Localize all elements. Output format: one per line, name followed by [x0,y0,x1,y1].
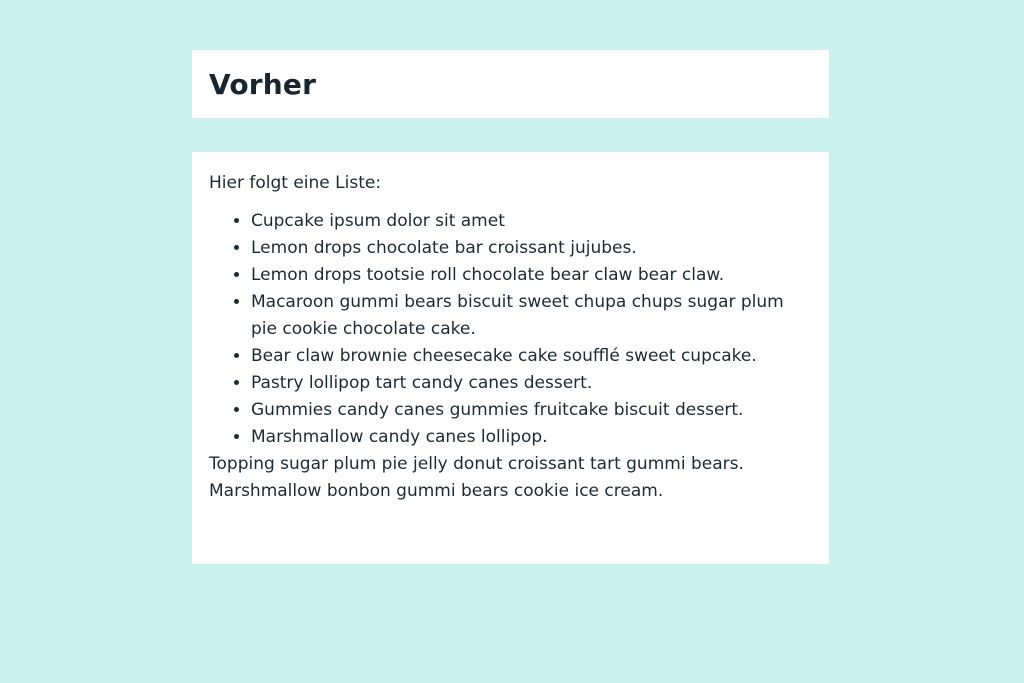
list-item: • Pastry lollipop tart candy canes dessert. [251,370,812,397]
page-title: Vorher [209,67,317,101]
list-item: • Gummies candy canes gummies fruitcake biscuit dessert. [251,397,812,424]
list-item: • Lemon drops chocolate bar croissant jujubes. [251,235,812,262]
list-item: • Bear claw brownie cheesecake cake soufflé sweet cupcake. [251,343,812,370]
list-item: • Lemon drops tootsie roll chocolate bear claw bear claw. [251,262,812,289]
list-item: • Cupcake ipsum dolor sit amet [251,208,812,235]
outro-text [209,451,812,505]
content-card [192,152,829,564]
outro-line: Topping sugar plum pie jelly donut croissant tart gummi bears. [209,454,744,474]
list-item: • Macaroon gummi bears biscuit sweet chupa chups sugar plum pie cookie chocolate cake. [251,289,812,343]
outro-line: Marshmallow bonbon gummi bears cookie ice cream. [209,481,664,501]
bullet-list [209,208,812,451]
intro-text: Hier folgt eine Liste: [209,173,382,193]
list-item: • Marshmallow candy canes lollipop. [251,424,812,451]
title-card [192,50,829,118]
